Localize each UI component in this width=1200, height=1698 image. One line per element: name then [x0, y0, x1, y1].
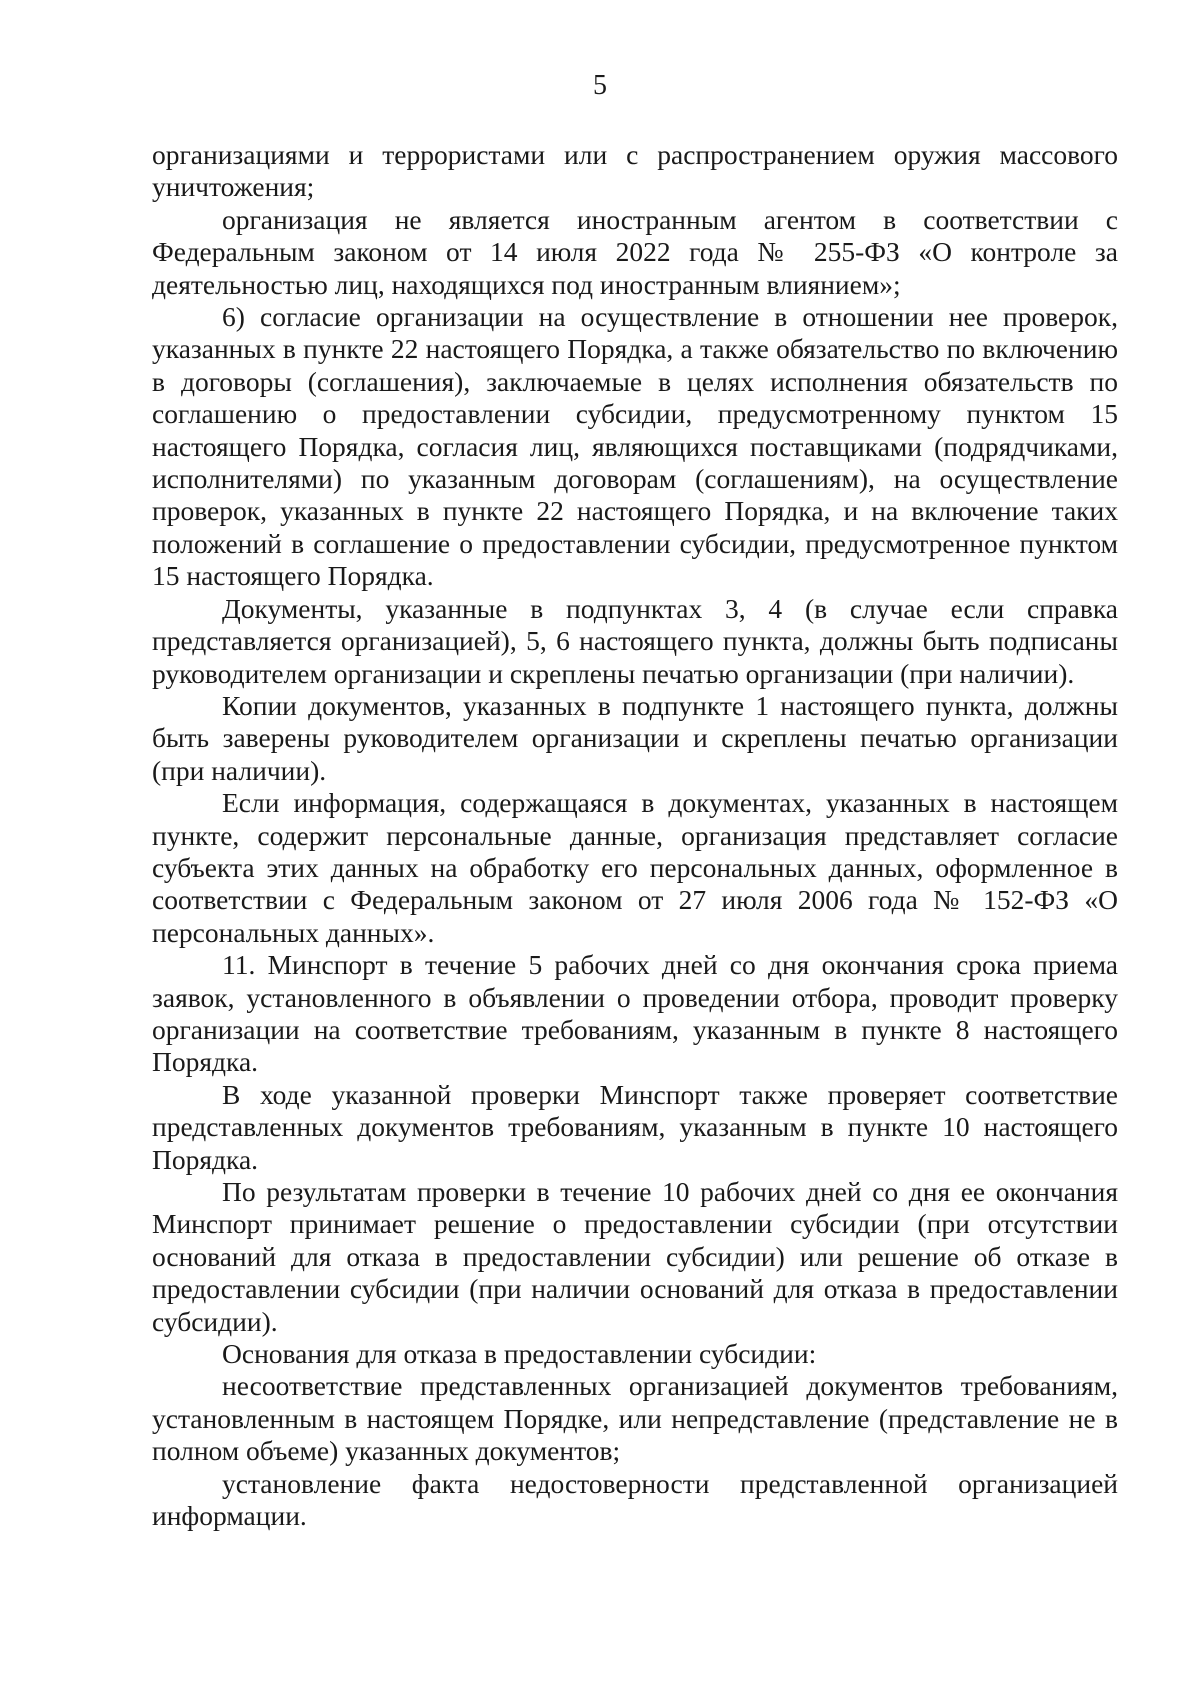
- page-number: 5: [593, 70, 607, 101]
- paragraph-personal-data: Если информация, содержащаяся в документах, указанных в настоящем пункте, содержит персональные данные, организация представляет согласие субъекта этих данных на обработку его персональных данных, оформленное в соответствии с Федеральным законом от 27 июля 2006 года № 152-ФЗ «О персональных данных».: [152, 787, 1118, 948]
- paragraph-continuation: организациями и террористами или с распространением оружия массового уничтожения;: [152, 139, 1118, 203]
- paragraph-documents-signing: Документы, указанные в подпунктах 3, 4 (в случае если справка представляется организацией), 5, 6 настоящего пункта, должны быть подписаны руководителем организации и скреплены печатью организации (при наличии).: [152, 592, 1118, 689]
- paragraph-copies: Копии документов, указанных в подпункте 1 настоящего пункта, должны быть заверены руководителем организации и скреплены печатью организации (при наличии).: [152, 689, 1118, 786]
- paragraph-foreign-agent: организация не является иностранным агентом в соответствии с Федеральным законом от 14 июля 2022 года № 255-ФЗ «О контроле за деятельностью лиц, находящихся под иностранным влиянием»;: [152, 203, 1118, 300]
- paragraph-item-6: 6) согласие организации на осуществление в отношении нее проверок, указанных в пункте 22 настоящего Порядка, а также обязательство по включению в договоры (соглашения), заключаемые в целях исполнения обязательств по соглашению о предоставлении субсидии, предусмотренному пунктом 15 настоящего Порядка, согласия лиц, являющихся поставщиками (подрядчиками, исполнителями) по указанным договорам (соглашениям), на осуществление проверок, указанных в пункте 22 настоящего Порядка, и на включение таких положений в соглашение о предоставлении субсидии, предусмотренное пунктом 15 настоящего Порядка.: [152, 301, 1118, 592]
- paragraph-item-11: 11. Минспорт в течение 5 рабочих дней со дня окончания срока приема заявок, установленного в объявлении о проведении отбора, проводит проверку организации на соответствие требованиям, указанным в пункте 8 настоящего Порядка.: [152, 949, 1118, 1078]
- paragraph-refusal-grounds: Основания для отказа в предоставлении субсидии:: [222, 1338, 817, 1370]
- document-body: [152, 139, 1118, 1532]
- paragraph-check: В ходе указанной проверки Минспорт также проверяет соответствие представленных документов требованиям, указанным в пункте 10 настоящего Порядка.: [152, 1078, 1118, 1175]
- paragraph-decision: По результатам проверки в течение 10 рабочих дней со дня ее окончания Минспорт принимает решение о предоставлении субсидии (при отсутствии оснований для отказа в предоставлении субсидии) или решение об отказе в предоставлении субсидии (при наличии оснований для отказа в предоставлении субсидии).: [152, 1176, 1118, 1337]
- paragraph-ground-2: установление факта недостоверности представленной организацией информации.: [152, 1467, 1118, 1532]
- paragraph-ground-1: несоответствие представленных организацией документов требованиям, установленным в настоящем Порядке, или непредставление (представление не в полном объеме) указанных документов;: [152, 1370, 1118, 1467]
